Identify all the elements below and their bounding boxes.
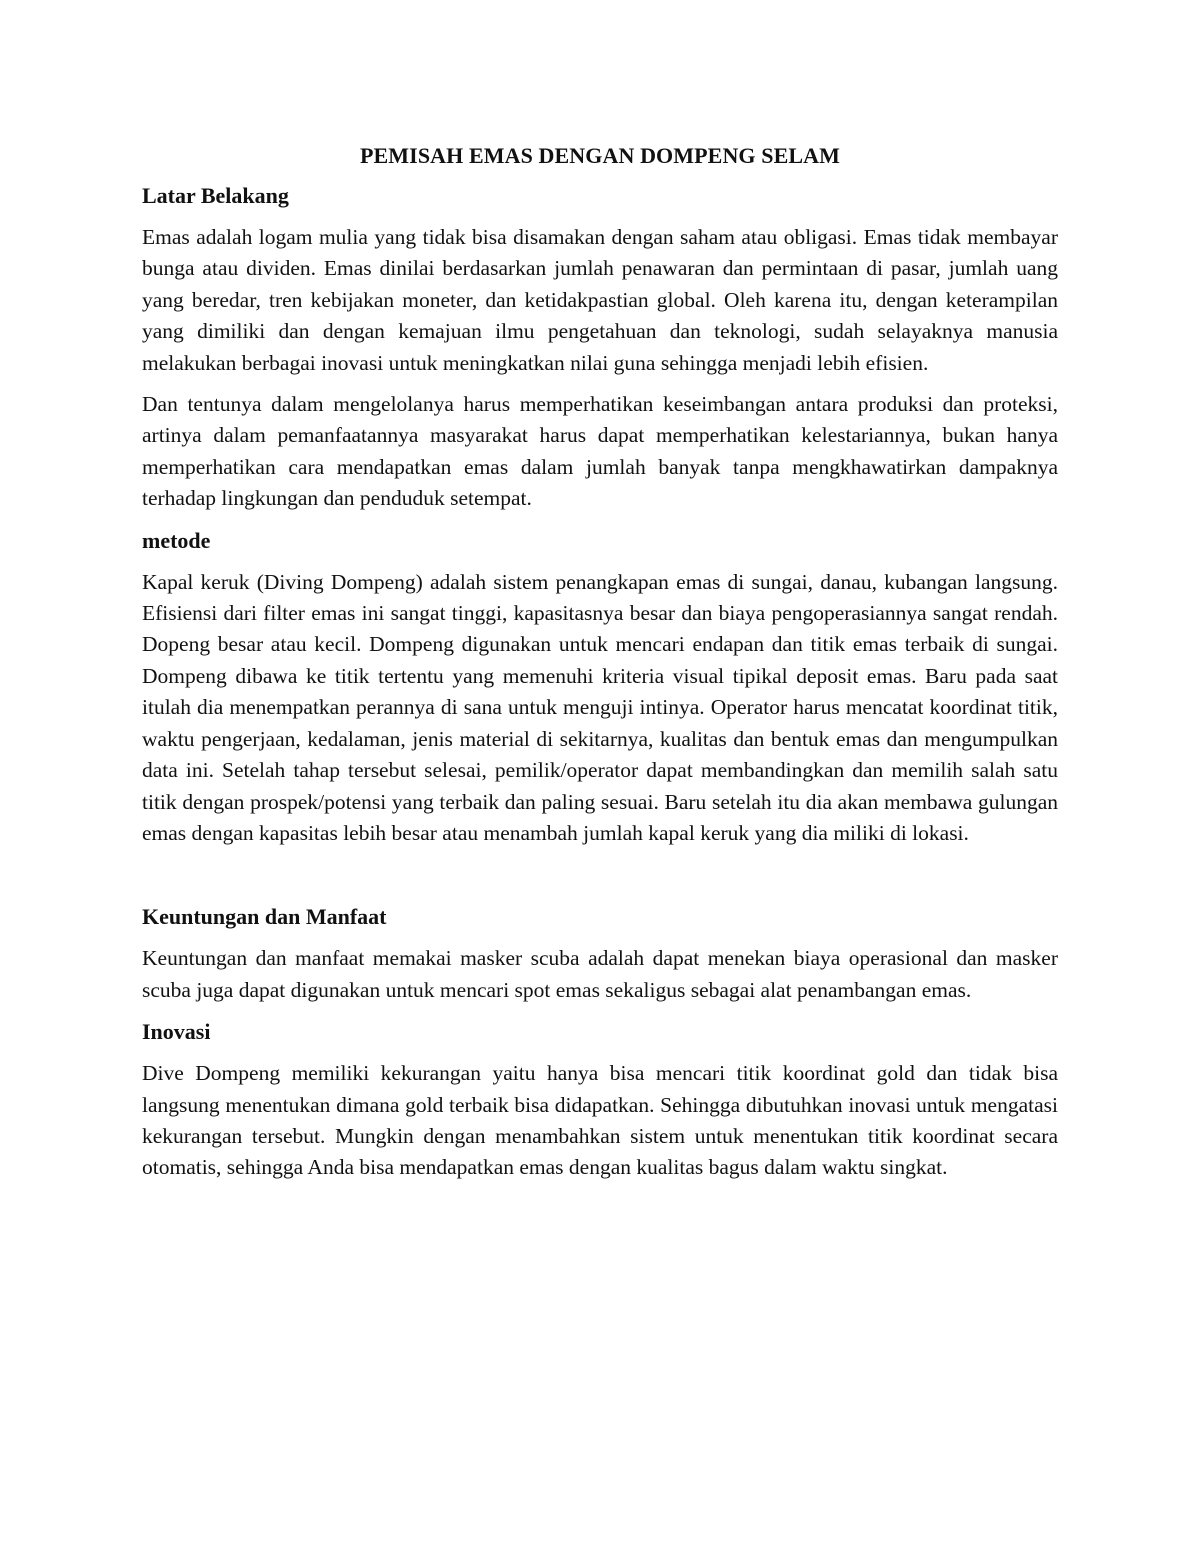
paragraph-metode-1: Kapal keruk (Diving Dompeng) adalah sistem penangkapan emas di sungai, danau, kubangan langsung. Efisiensi dari filter emas ini sangat tinggi, kapasitasnya besar dan biaya pengoperasiannya sangat rendah. Dopeng besar atau kecil. Dompeng digunakan untuk mencari endapan dan titik emas terbaik di sungai. Dompeng dibawa ke titik tertentu yang memenuhi kriteria visual tipikal deposit emas. Baru pada saat itulah dia menempatkan perannya di sana untuk menguji intinya. Operator harus mencatat koordinat titik, waktu pengerjaan, kedalaman, jenis material di sekitarnya, kualitas dan bentuk emas dan mengumpulkan data ini. Setelah tahap tersebut selesai, pemilik/operator dapat membandingkan dan memilih salah satu titik dengan prospek/potensi yang terbaik dan paling sesuai. Baru setelah itu dia akan membawa gulungan emas dengan kapasitas lebih besar atau menambah jumlah kapal keruk yang dia miliki di lokasi. (142, 569, 1058, 845)
section-heading-inovasi: Inovasi (142, 1019, 211, 1045)
section-heading-keuntungan: Keuntungan dan Manfaat (142, 904, 387, 930)
document-title: PEMISAH EMAS DENGAN DOMPENG SELAM (360, 143, 840, 168)
document-body (142, 140, 1058, 1194)
paragraph-latar-belakang-2: Dan tentunya dalam mengelolanya harus memperhatikan keseimbangan antara produksi dan proteksi, artinya dalam pemanfaatannya masyarakat harus dapat memperhatikan kelestariannya, bukan hanya memperhatikan cara mendapatkan emas dalam jumlah banyak tanpa mengkhawatirkan dampaknya terhadap lingkungan dan penduduk setempat. (142, 392, 1058, 511)
paragraph-keuntungan-1: Keuntungan dan manfaat memakai masker scuba adalah dapat menekan biaya operasional dan masker scuba juga dapat digunakan untuk mencari spot emas sekaligus sebagai alat penambangan emas. (142, 946, 1058, 1002)
spacer (142, 859, 1058, 901)
paragraph-inovasi-1: Dive Dompeng memiliki kekurangan yaitu hanya bisa mencari titik koordinat gold dan tidak bisa langsung menentukan dimana gold terbaik bisa didapatkan. Sehingga dibutuhkan inovasi untuk mengatasi kekurangan tersebut. Mungkin dengan menambahkan sistem untuk menentukan titik koordinat secara otomatis, sehingga Anda bisa mendapatkan emas dengan kualitas bagus dalam waktu singkat. (142, 1061, 1058, 1180)
section-heading-latar-belakang: Latar Belakang (142, 183, 289, 208)
section-heading-metode: metode (142, 527, 211, 553)
paragraph-latar-belakang-1: Emas adalah logam mulia yang tidak bisa disamakan dengan saham atau obligasi. Emas tidak membayar bunga atau dividen. Emas dinilai berdasarkan jumlah penawaran dan permintaan di pasar, jumlah uang yang beredar, tren kebijakan moneter, dan ketidakpastian global. Oleh karena itu, dengan keterampilan yang dimiliki dan dengan kemajuan ilmu pengetahuan dan teknologi, sudah selayaknya manusia melakukan berbagai inovasi untuk meningkatkan nilai guna sehingga menjadi lebih efisien. (142, 225, 1058, 375)
